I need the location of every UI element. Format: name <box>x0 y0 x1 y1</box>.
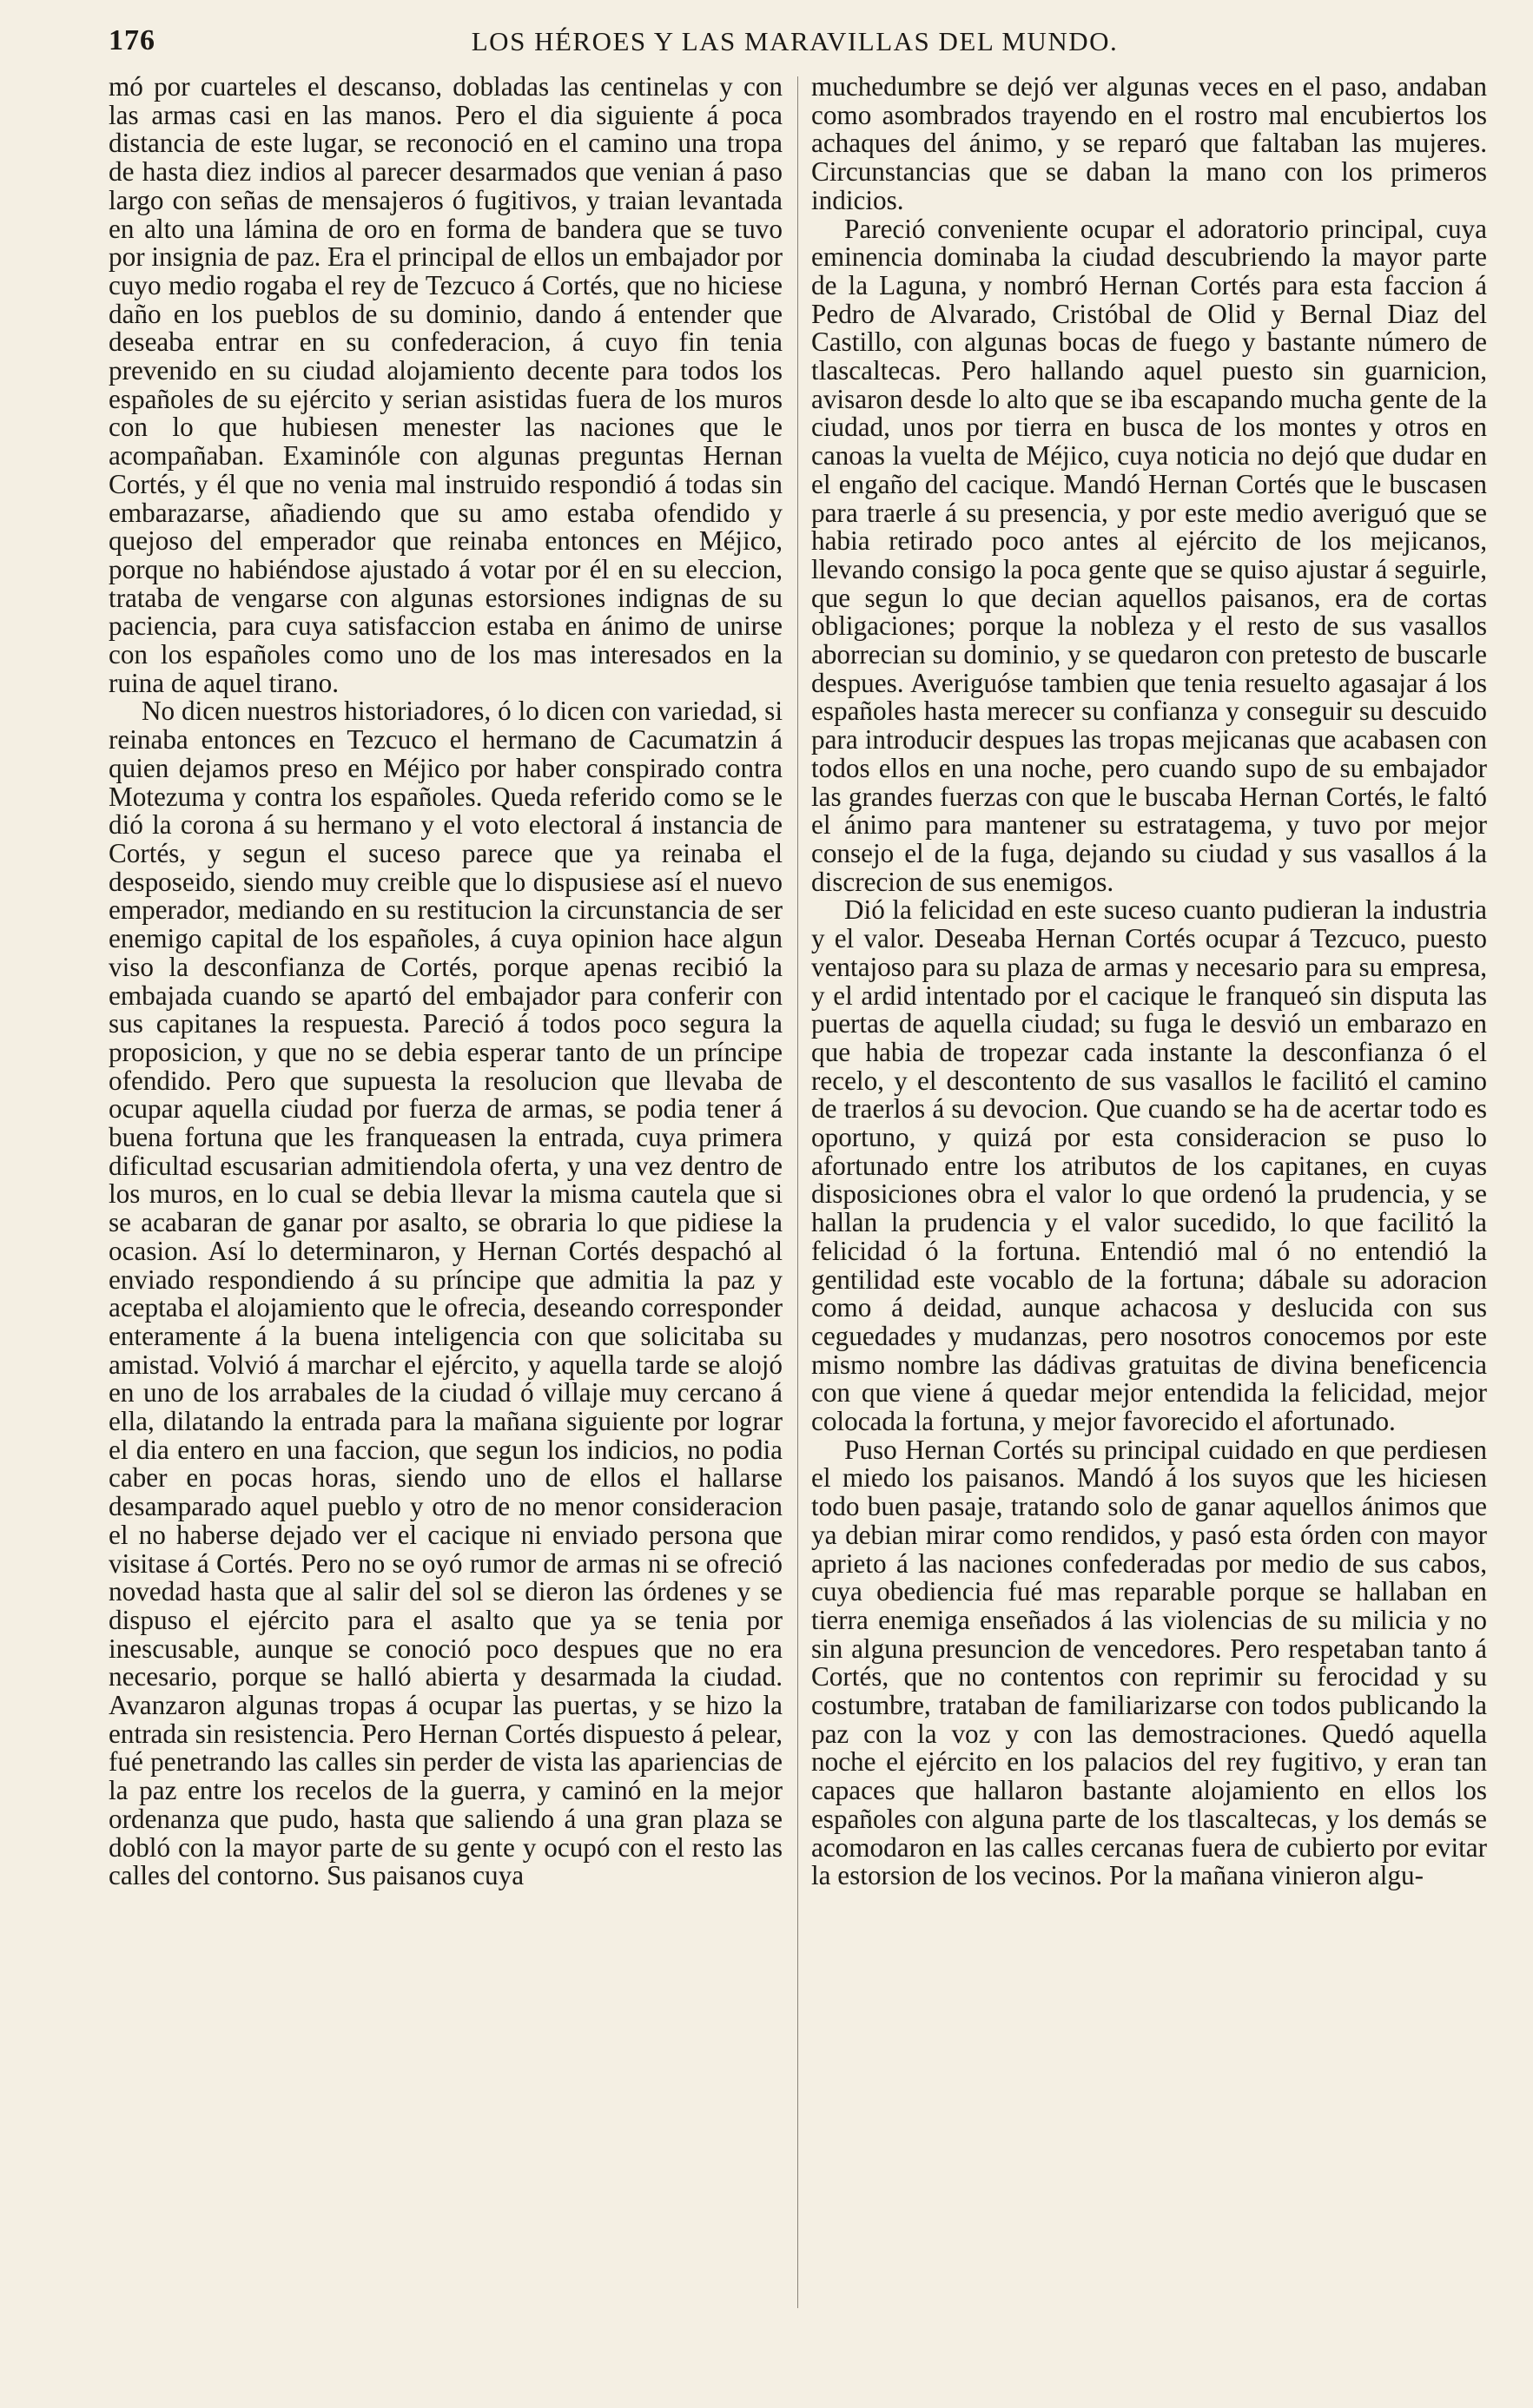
text-column-left <box>109 73 783 1890</box>
paragraph: No dicen nuestros historiadores, ó lo dicen con variedad, si reinaba entonces en Tezcuco el hermano de Cacumatzin á quien dejamos preso en Méjico por haber conspirado contra Motezuma y contra los españoles. Queda referido como se le dió la corona á su hermano y el voto electoral á instancia de Cortés, y segun el suceso parece que ya reinaba el desposeido, siendo muy creible que lo dispusiese así el nuevo emperador, mediando en su restitucion la circunstancia de ser enemigo capital de los españoles, á cuya opinion hace algun viso la desconfianza de Cortés, porque apenas recibió la embajada cuando se apartó del embajador para conferir con sus capitanes la respuesta. Pareció á todos poco segura la proposicion, y que no se debia esperar tanto de un príncipe ofendido. Pero que supuesta la resolucion que llevaba de ocupar aquella ciudad por fuerza de armas, se podia tener á buena fortuna que les franqueasen la entrada, cuya primera dificultad escusarian admitiendola oferta, y una vez dentro de los muros, en lo cual se debia llevar la misma cautela que si se acabaran de ganar por asalto, se obraria lo que pidiese la ocasion. Así lo determinaron, y Hernan Cortés despachó al enviado respondiendo á su príncipe que admitia la paz y aceptaba el alojamiento que le ofrecia, deseando corresponder enteramente á la buena inteligencia con que solicitaba su amistad. Volvió á marchar el ejército, y aquella tarde se alojó en uno de los arrabales de la ciudad ó villaje muy cercano á ella, dilatando la entrada para la mañana siguiente por lograr el dia entero en una faccion, que segun los indicios, no podia caber en pocas horas, siendo uno de ellos el hallarse desamparado aquel pueblo y otro de no menor consideracion el no haberse dejado ver el cacique ni enviado persona que visitase á Cortés. Pero no se oyó rumor de armas ni se ofreció novedad hasta que al salir del sol se dieron las órdenes y se dispuso el ejército para el asalto que ya se tenia por inescusable, aunque se conoció poco despues que no era necesario, porque se halló abierta y desarmada la ciudad. Avanzaron algunas tropas á ocupar las puertas, y se hizo la entrada sin resistencia. Pero Hernan Cortés dispuesto á pelear, fué penetrando las calles sin perder de vista las apariencias de la paz entre los recelos de la guerra, y caminó en la mejor ordenanza que pudo, hasta que saliendo á una gran plaza se dobló con la mayor parte de su gente y ocupó con el resto las calles del contorno. Sus paisanos cuya <box>109 696 783 1891</box>
paragraph: muchedumbre se dejó ver algunas veces en el paso, andaban como asombrados trayendo en el rostro mal encubiertos los achaques del ánimo, y se reparó que faltaban las mujeres. Circunstancias que se daban la mano con los primeros indicios. <box>811 71 1487 215</box>
paragraph: Pareció conveniente ocupar el adoratorio principal, cuya eminencia dominaba la ciudad descubriendo la mayor parte de la Laguna, y nombró Hernan Cortés para esta faccion á Pedro de Alvarado, Cristóbal de Olid y Bernal Diaz del Castillo, con algunas bocas de fuego y bastante número de tlascaltecas. Pero hallando aquel puesto sin guarnicion, avisaron desde lo alto que se iba escapando mucha gente de la ciudad, unos por tierra en busca de los montes y otros en canoas la vuelta de Méjico, cuya noticia no dejó que dudar en el engaño del cacique. Mandó Hernan Cortés que le buscasen para traerle á su presencia, y por este medio averiguó que se habia retirado poco antes al ejército de los mejicanos, llevando consigo la poca gente que se quiso ajustar á seguirle, que segun lo que decian aquellos paisanos, era de cortas obligaciones; porque la nobleza y el resto de sus vasallos aborrecian su dominio, y se quedaron con pretesto de buscarle despues. Averiguóse tambien que tenia resuelto agasajar á los españoles hasta merecer su confianza y conseguir su descuido para introducir despues las tropas mejicanas que acabasen con todos ellos en una noche, pero cuando supo de su embajador las grandes fuerzas con que le buscaba Hernan Cortés, le faltó el ánimo para mantener su estratagema, y tuvo por mejor consejo el de la fuga, dejando su ciudad y sus vasallos á la discrecion de sus enemigos. <box>811 213 1487 897</box>
page-header <box>109 24 1481 68</box>
column-divider <box>797 76 798 2308</box>
page-number: 176 <box>109 24 155 56</box>
paragraph: Dió la felicidad en este suceso cuanto pudieran la industria y el valor. Deseaba Hernan Cortés ocupar á Tezcuco, puesto ventajoso para su plaza de armas y necesario para su empresa, y el ardid intentado por el cacique le franqueó sin disputa las puertas de aquella ciudad; su fuga le desvió un embarazo en que habia de tropezar cada instante la desconfianza ó el recelo, y el descontento de sus vasallos le facilitó el camino de traerlos á su devocion. Que cuando se ha de acertar todo es oportuno, y quizá por esta consideracion se puso lo afortunado entre los atributos de los capitanes, en cuyas disposiciones obra el valor lo que ordenó la prudencia, y se hallan la prudencia y el valor sucedido, lo que facilitó la felicidad ó la fortuna. Entendió mal ó no entendió la gentilidad este vocablo de la fortuna; dábale su adoracion como á deidad, aunque achacosa y deslucida con sus ceguedades y mudanzas, pero nosotros conocemos por este mismo nombre las dádivas gratuitas de divina beneficencia con que viene á quedar mejor entendida la felicidad, mejor colocada la fortuna, y mejor favorecido el afortunado. <box>811 894 1487 1437</box>
paragraph: Puso Hernan Cortés su principal cuidado en que perdiesen el miedo los paisanos. Mandó á los suyos que les hiciesen todo buen pasaje, tratando solo de ganar aquellos ánimos que ya debian mirar como rendidos, y pasó esta órden con mayor aprieto á las naciones confederadas por medio de sus cabos, cuya obediencia fué mas reparable porque se hallaban en tierra enemiga enseñados á las violencias de su milicia y no sin alguna presuncion de vencedores. Pero respetaban tanto á Cortés, que no contentos con reprimir su ferocidad y su costumbre, trataban de familiarizarse con todos publicando la paz con la voz y con las demostraciones. Quedó aquella noche el ejército en los palacios del rey fugitivo, y eran tan capaces que hallaron bastante alojamiento en ellos los españoles con alguna parte de los tlascaltecas, y los demás se acomodaron en las calles cercanas fuera de cubierto por evitar la estorsion de los vecinos. Por la mañana vinieron algu- <box>811 1434 1487 1891</box>
text-column-right <box>811 73 1487 1890</box>
running-title: LOS HÉROES Y LAS MARAVILLAS DEL MUNDO. <box>471 26 1119 56</box>
paragraph: mó por cuarteles el descanso, dobladas las centinelas y con las armas casi en las manos. Pero el dia siguiente á poca distancia de este lugar, se reconoció en el camino una tropa de hasta diez indios al parecer desarmados que venian á paso largo con señas de mensajeros ó fugitivos, y traian levantada en alto una lámina de oro en forma de bandera que se tuvo por insignia de paz. Era el principal de ellos un embajador por cuyo medio rogaba el rey de Tezcuco á Cortés, que no hiciese daño en los pueblos de su dominio, dando á entender que deseaba entrar en su confederacion, á cuyo fin tenia prevenido en su ciudad alojamiento decente para todos los españoles de su ejército y serian asistidas fuera de los muros con lo que hubiesen menester las naciones que le acompañaban. Examinóle con algunas preguntas Hernan Cortés, y él que no venia mal instruido respondió á todas sin embarazarse, añadiendo que su amo estaba ofendido y quejoso del emperador que reinaba entonces en Méjico, porque no habiéndose ajustado á votar por él en su eleccion, trataba de vengarse con algunas estorsiones indignas de su paciencia, para cuya satisfaccion estaba en ánimo de unirse con los españoles como uno de los mas interesados en la ruina de aquel tirano. <box>109 71 783 698</box>
